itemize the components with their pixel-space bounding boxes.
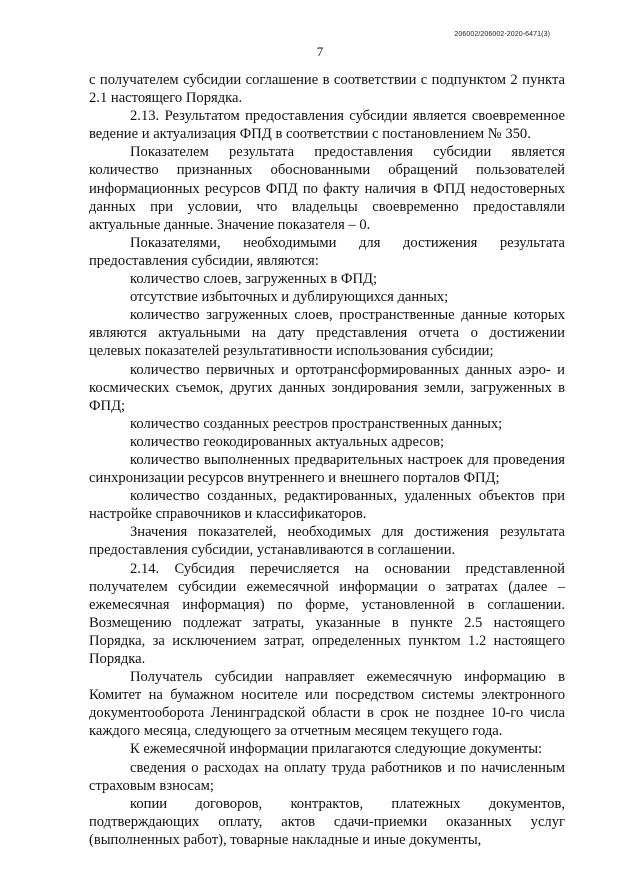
list-item-salary-info: сведения о расходах на оплату труда работников и по начисленным страховым взносам; bbox=[89, 759, 565, 794]
paragraph-indicators-intro: Показателями, необходимыми для достижения результата предоставления субсидии, являются: bbox=[89, 234, 565, 269]
list-item-contract-copies: копии договоров, контрактов, платежных документов, подтверждающих оплату, актов сдачи-приемки оказанных услуг (выполненных работ), товарные накладные и иные документы, bbox=[89, 795, 565, 848]
paragraph-continuation: с получателем субсидии соглашение в соответствии с подпунктом 2 пункта 2.1 настоящего Порядка. bbox=[89, 72, 565, 107]
page-number: 7 bbox=[316, 44, 324, 59]
list-item-layers-count: количество слоев, загруженных в ФПД; bbox=[130, 271, 378, 288]
paragraph-indicator-values: Значения показателей, необходимых для достижения результата предоставления субсидии, устанавливаются в соглашении. bbox=[89, 524, 565, 559]
list-item-aerial-data: количество первичных и ортотрансформированных данных аэро- и космических съемок, других данных зондирования земли, загруженных в ФПД; bbox=[89, 361, 565, 414]
document-id: 206002/206002-2020-6471(3) bbox=[454, 31, 550, 38]
paragraph-result-indicator: Показателем результата предоставления субсидии является количество признанных обоснованными обращений пользователей информационных ресурсов ФПД по факту наличия в ФПД недостоверных данных при условии, что владельцы своевременно предоставляли актуальные данные. Значение показателя – 0. bbox=[89, 144, 565, 233]
list-item-reference-objects: количество созданных, редактированных, удаленных объектов при настройке справочников и классификаторов. bbox=[89, 488, 565, 523]
paragraph-2-13: 2.13. Результатом предоставления субсидии является своевременное ведение и актуализация ФПД в соответствии с постановлением № 350. bbox=[89, 108, 565, 143]
document-body bbox=[89, 71, 565, 849]
paragraph-2-14: 2.14. Субсидия перечисляется на основании представленной получателем субсидии ежемесячной информации о затратах (далее – ежемесячная информация) по форме, установленной в соглашении. Возмещению подлежат затраты, указанные в пункте 2.5 настоящего Порядка, за исключением затрат, определенных пунктом 1.2 настоящего Порядка. bbox=[89, 560, 565, 667]
list-item-registries: количество созданных реестров пространственных данных; bbox=[130, 415, 503, 432]
list-item-geocoded-addresses: количество геокодированных актуальных адресов; bbox=[130, 433, 445, 450]
paragraph-attached-docs: К ежемесячной информации прилагаются следующие документы: bbox=[130, 741, 543, 758]
list-item-sync-settings: количество выполненных предварительных настроек для проведения синхронизации ресурсов внутреннего и внешнего порталов ФПД; bbox=[89, 451, 565, 487]
paragraph-monthly-info: Получатель субсидии направляет ежемесячную информацию в Комитет на бумажном носителе или посредством системы электронного документооборота Ленинградской области в срок не позднее 10-го числа каждого месяца, следующего за отчетным месяцем текущего года. bbox=[89, 669, 565, 740]
list-item-actual-layers: количество загруженных слоев, пространственные данные которых являются актуальными на дату представления отчета о достижении целевых показателей результативности использования субсидии; bbox=[89, 307, 565, 360]
list-item-no-duplicates: отсутствие избыточных и дублирующихся данных; bbox=[130, 289, 449, 306]
